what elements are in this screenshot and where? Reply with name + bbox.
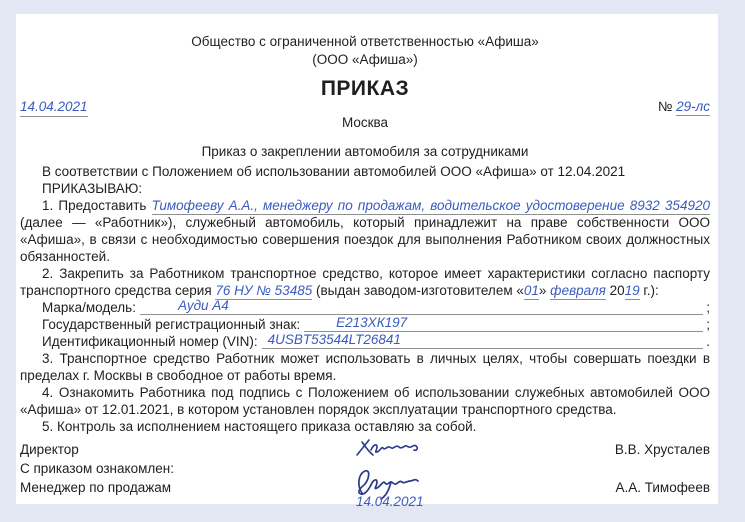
item-3: 3. Транспортное средство Работник может использовать в личных целях, чтобы совершать поездки в пределах г. Москвы в свободное от работы время. — [20, 351, 710, 383]
intro-paragraph: В соответствии с Положением об использовании автомобилей ООО «Афиша» от 12.04.2021 — [42, 164, 626, 179]
acknowledged-label: С приказом ознакомлен: — [20, 461, 174, 476]
field-row-vin — [20, 333, 710, 350]
item-1-prefix: 1. Предоставить — [42, 198, 152, 213]
reg-plate-label: Государственный регистрационный знак: — [42, 317, 301, 332]
item-5: 5. Контроль за исполнением настоящего приказа оставляю за собой. — [42, 419, 477, 434]
date-number-row — [20, 99, 710, 115]
vin-field[interactable]: 4USBT53544LT26841 — [262, 332, 704, 349]
document-body — [20, 163, 710, 435]
make-model-label: Марка/модель: — [42, 300, 136, 315]
field-row-reg-plate — [20, 316, 710, 333]
item-4: 4. Ознакомить Работника под подпись с Положением об использовании служебных автомобилей ООО «Афиша» от 12.01.2021, в котором установлен порядок эксплуатации транспортного средства. — [20, 385, 710, 417]
reg-plate-field[interactable]: Е213ХК197 — [304, 315, 703, 332]
employee-title: Менеджер по продажам — [20, 480, 172, 495]
item-2-suffix: г.): — [639, 283, 659, 298]
employee-name: А.А. Тимофеев — [615, 480, 710, 495]
employee-filled-field[interactable]: Тимофееву А.А., менеджеру по продажам, водительское удостоверение 8932 354920 — [151, 198, 710, 213]
make-model-field[interactable]: Ауди А4 — [140, 298, 703, 315]
item-2 — [20, 265, 710, 299]
vehicle-passport-series-field[interactable]: 76 НУ № 53485 — [215, 283, 313, 298]
city-line: Москва — [341, 115, 389, 130]
document-date-field[interactable]: 14.04.2021 — [20, 99, 88, 117]
document-number — [658, 99, 710, 115]
field-row-make-model — [20, 299, 710, 316]
make-model-punct: ; — [706, 300, 710, 315]
number-sign-label: № — [657, 99, 673, 114]
signature-date: 14.04.2021 — [356, 494, 424, 509]
document-sheet — [16, 14, 718, 509]
document-number-field[interactable]: 29-лс — [676, 99, 710, 114]
signature-block — [20, 440, 710, 509]
vin-punct: . — [706, 334, 710, 349]
director-title: Директор — [20, 442, 79, 457]
item-1 — [20, 197, 710, 265]
item-2-mid2: » — [538, 283, 551, 298]
director-signature-icon — [354, 435, 424, 461]
issue-year-field[interactable]: 19 — [624, 283, 640, 298]
company-short-name: (ООО «Афиша») — [312, 52, 418, 67]
company-full-name: Общество с ограниченной ответственностью «Афиша» — [191, 34, 539, 49]
item-2-prefix: 2. Закрепить за Работником транспортное средство, которое имеет характеристики согласно паспорту транспортного средства серия — [20, 266, 710, 298]
reg-plate-punct: ; — [706, 317, 710, 332]
item-1-suffix: (далее — «Работник»), служебный автомобиль, который принадлежит на праве собственности ООО «Афиша», в связи с необходимостью совершения поездок для выполнения Работником своих должностных обязанностей. — [20, 215, 710, 264]
document-title: ПРИКАЗ — [320, 77, 410, 100]
issue-month-field[interactable]: февраля — [550, 283, 606, 298]
issue-day-field[interactable]: 01 — [523, 283, 539, 298]
item-2-mid1: (выдан заводом-изготовителем « — [312, 283, 524, 298]
document-subject: Приказ о закреплении автомобиля за сотрудниками — [201, 144, 529, 159]
order-word: ПРИКАЗЫВАЮ: — [42, 181, 143, 196]
director-name: В.В. Хрусталев — [614, 442, 710, 457]
vin-label: Идентификационный номер (VIN): — [42, 334, 258, 349]
item-2-mid3: 20 — [605, 283, 625, 298]
